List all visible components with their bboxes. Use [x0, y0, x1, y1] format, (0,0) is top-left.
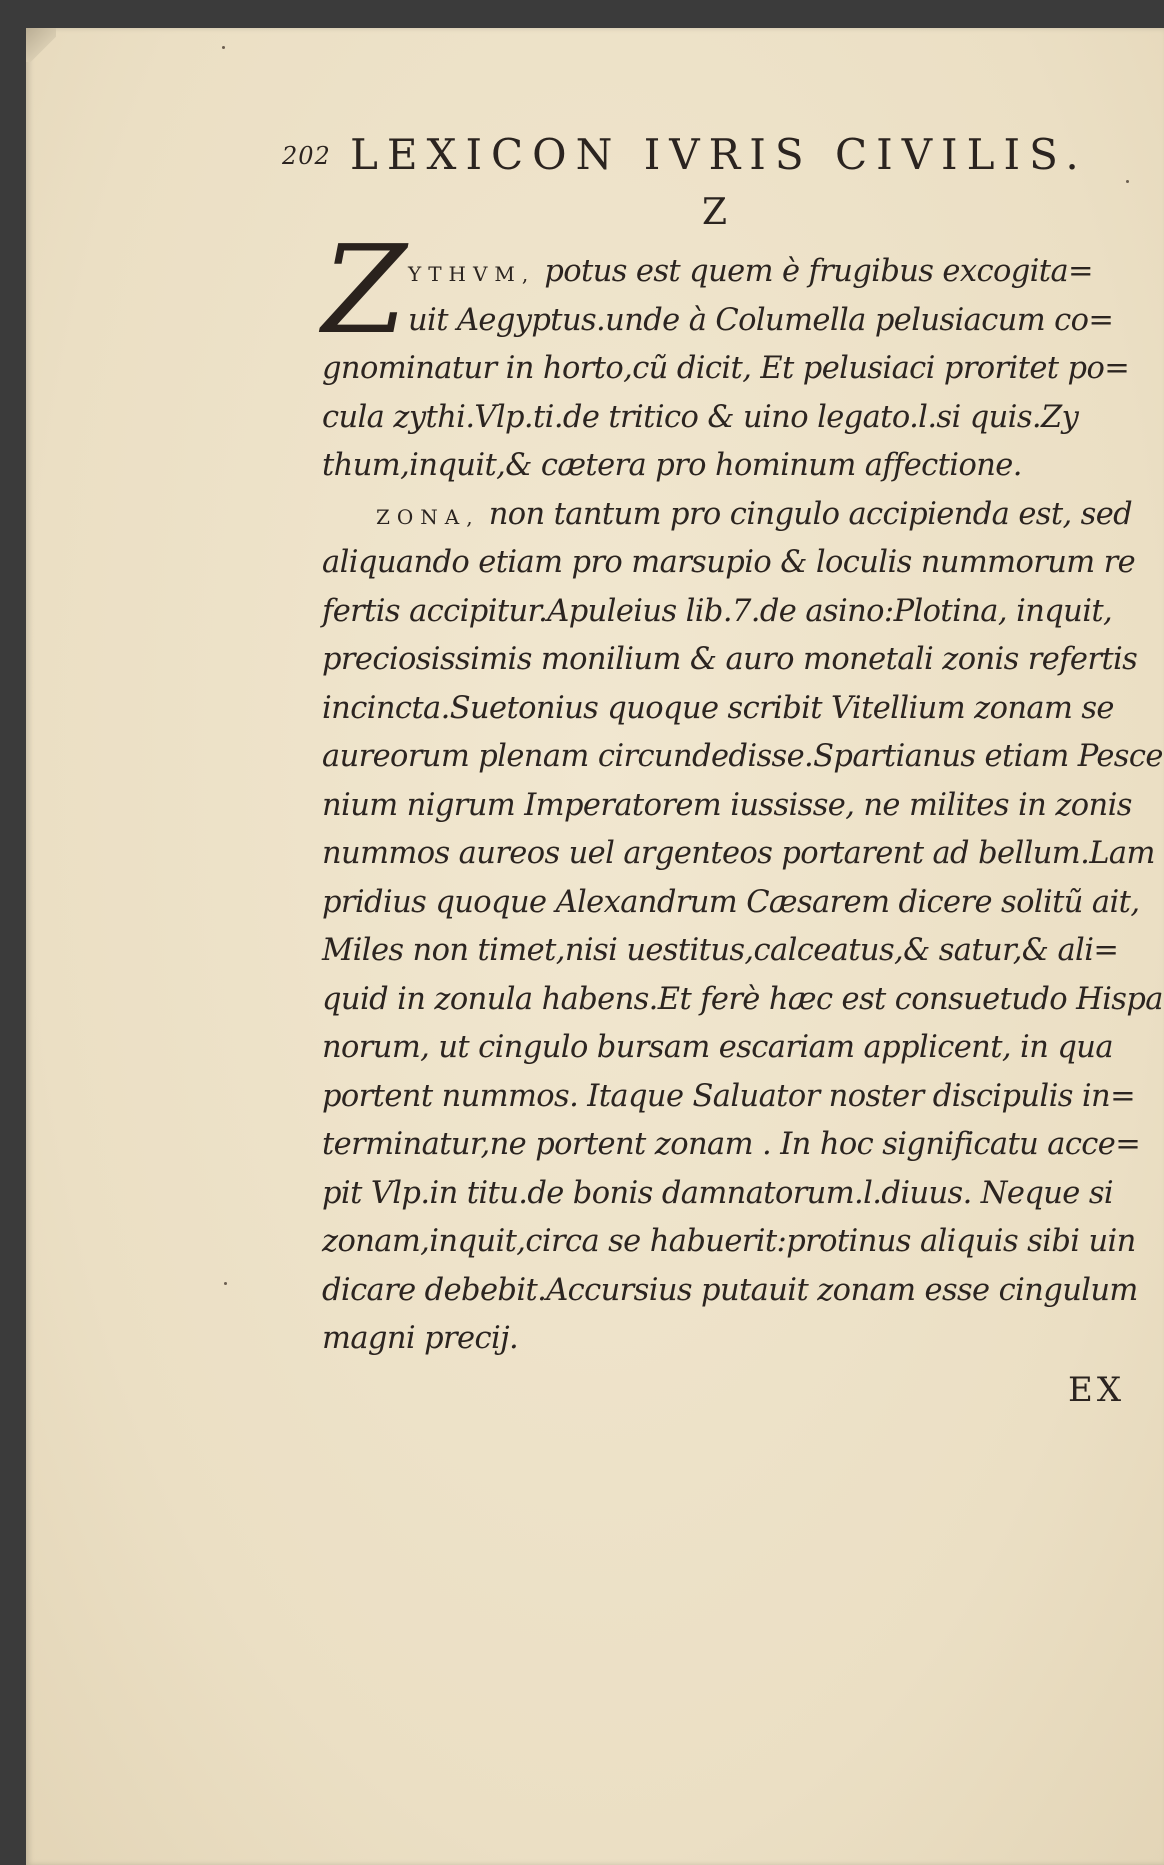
body-text: [322, 248, 1163, 1364]
text-line: [322, 1315, 1146, 1364]
lemma-word: ZONA,: [376, 504, 480, 529]
text-line: [322, 248, 1146, 297]
line-text: uit Aegyptus.unde à Columella pelusiacum co=: [408, 302, 1114, 338]
margin-speck: [1126, 180, 1129, 183]
text-line: [322, 976, 1163, 1025]
text-line: [322, 1218, 1146, 1267]
line-text: nummos aureos uel argenteos portarent ad bellum.Lam: [322, 836, 1155, 871]
text-line: [322, 1267, 1146, 1316]
text-line: [322, 394, 1146, 443]
line-text: non tantum pro cingulo accipienda est, sed: [479, 496, 1133, 532]
folded-corner: [26, 28, 56, 62]
text-line: [322, 1024, 1146, 1073]
page-number: 202: [282, 142, 331, 170]
margin-speck: [222, 46, 225, 49]
text-line: [322, 1170, 1146, 1219]
line-text: terminatur,ne portent zonam . In hoc significatu acce=: [322, 1127, 1141, 1162]
section-letter: Z: [702, 192, 728, 233]
text-line: [322, 830, 1155, 879]
line-text: magni precij.: [322, 1321, 519, 1356]
book-page: [26, 28, 1164, 1865]
line-text: dicare debebit.Accursius putauit zonam esse cingulum: [322, 1272, 1138, 1308]
text-line: [322, 539, 1146, 588]
lemma-word: YTHVM,: [408, 262, 536, 286]
text-line: [322, 879, 1146, 928]
text-line: [322, 491, 1146, 540]
text-line: [322, 927, 1146, 976]
line-text: norum, ut cingulo bursam escariam applicent, in qua: [322, 1030, 1113, 1065]
text-line: [322, 1073, 1146, 1122]
line-text: aureorum plenam circundedisse.Spartianus etiam Pesce: [322, 739, 1163, 774]
line-text: potus est quem è frugibus excogita=: [535, 254, 1094, 289]
drop-cap: Z: [322, 219, 407, 361]
text-line: [322, 442, 1146, 491]
text-line: [322, 636, 1146, 685]
line-text: pit Vlp.in titu.de bonis damnatorum.l.diuus. Neque si: [322, 1175, 1114, 1211]
line-text: zonam,inquit,circa se habuerit:protinus aliquis sibi uin: [322, 1224, 1136, 1259]
line-text: incincta.Suetonius quoque scribit Vitellium zonam se: [322, 690, 1114, 726]
line-text: quid in zonula habens.Et ferè hæc est consuetudo Hispa: [322, 981, 1163, 1017]
line-text: preciosissimis monilium & auro monetali zonis refertis: [322, 642, 1138, 677]
line-text: thum,inquit,& cætera pro hominum affectione.: [322, 448, 1022, 483]
text-line: [322, 733, 1163, 782]
line-text: pridius quoque Alexandrum Cæsarem dicere solitũ ait,: [322, 884, 1140, 920]
line-text: aliquando etiam pro marsupio & loculis nummorum re: [322, 545, 1136, 580]
line-text: cula zythi.Vlp.ti.de tritico & uino legato.l.si quis.Zy: [322, 399, 1079, 435]
text-line: [322, 297, 1146, 346]
header-title: LEXICON IVRIS CIVILIS.: [350, 130, 1088, 179]
text-line: [322, 782, 1146, 831]
running-head: [282, 130, 1122, 180]
text-line: [322, 588, 1146, 637]
line-text: gnominatur in horto,cũ dicit, Et pelusiaci proritet po=: [322, 351, 1130, 386]
line-text: portent nummos. Itaque Saluator noster discipulis in=: [322, 1078, 1136, 1114]
line-text: nium nigrum Imperatorem iussisse, ne milites in zonis: [322, 787, 1132, 823]
text-line: [322, 685, 1146, 734]
text-line: [322, 1121, 1146, 1170]
margin-speck: [224, 1282, 227, 1285]
line-text: fertis accipitur.Apuleius lib.7.de asino:Plotina, inquit,: [322, 593, 1113, 629]
line-text: Miles non timet,nisi uestitus,calceatus,& satur,& ali=: [322, 933, 1119, 968]
catchword: EX: [1068, 1370, 1126, 1410]
text-line: [322, 345, 1146, 394]
